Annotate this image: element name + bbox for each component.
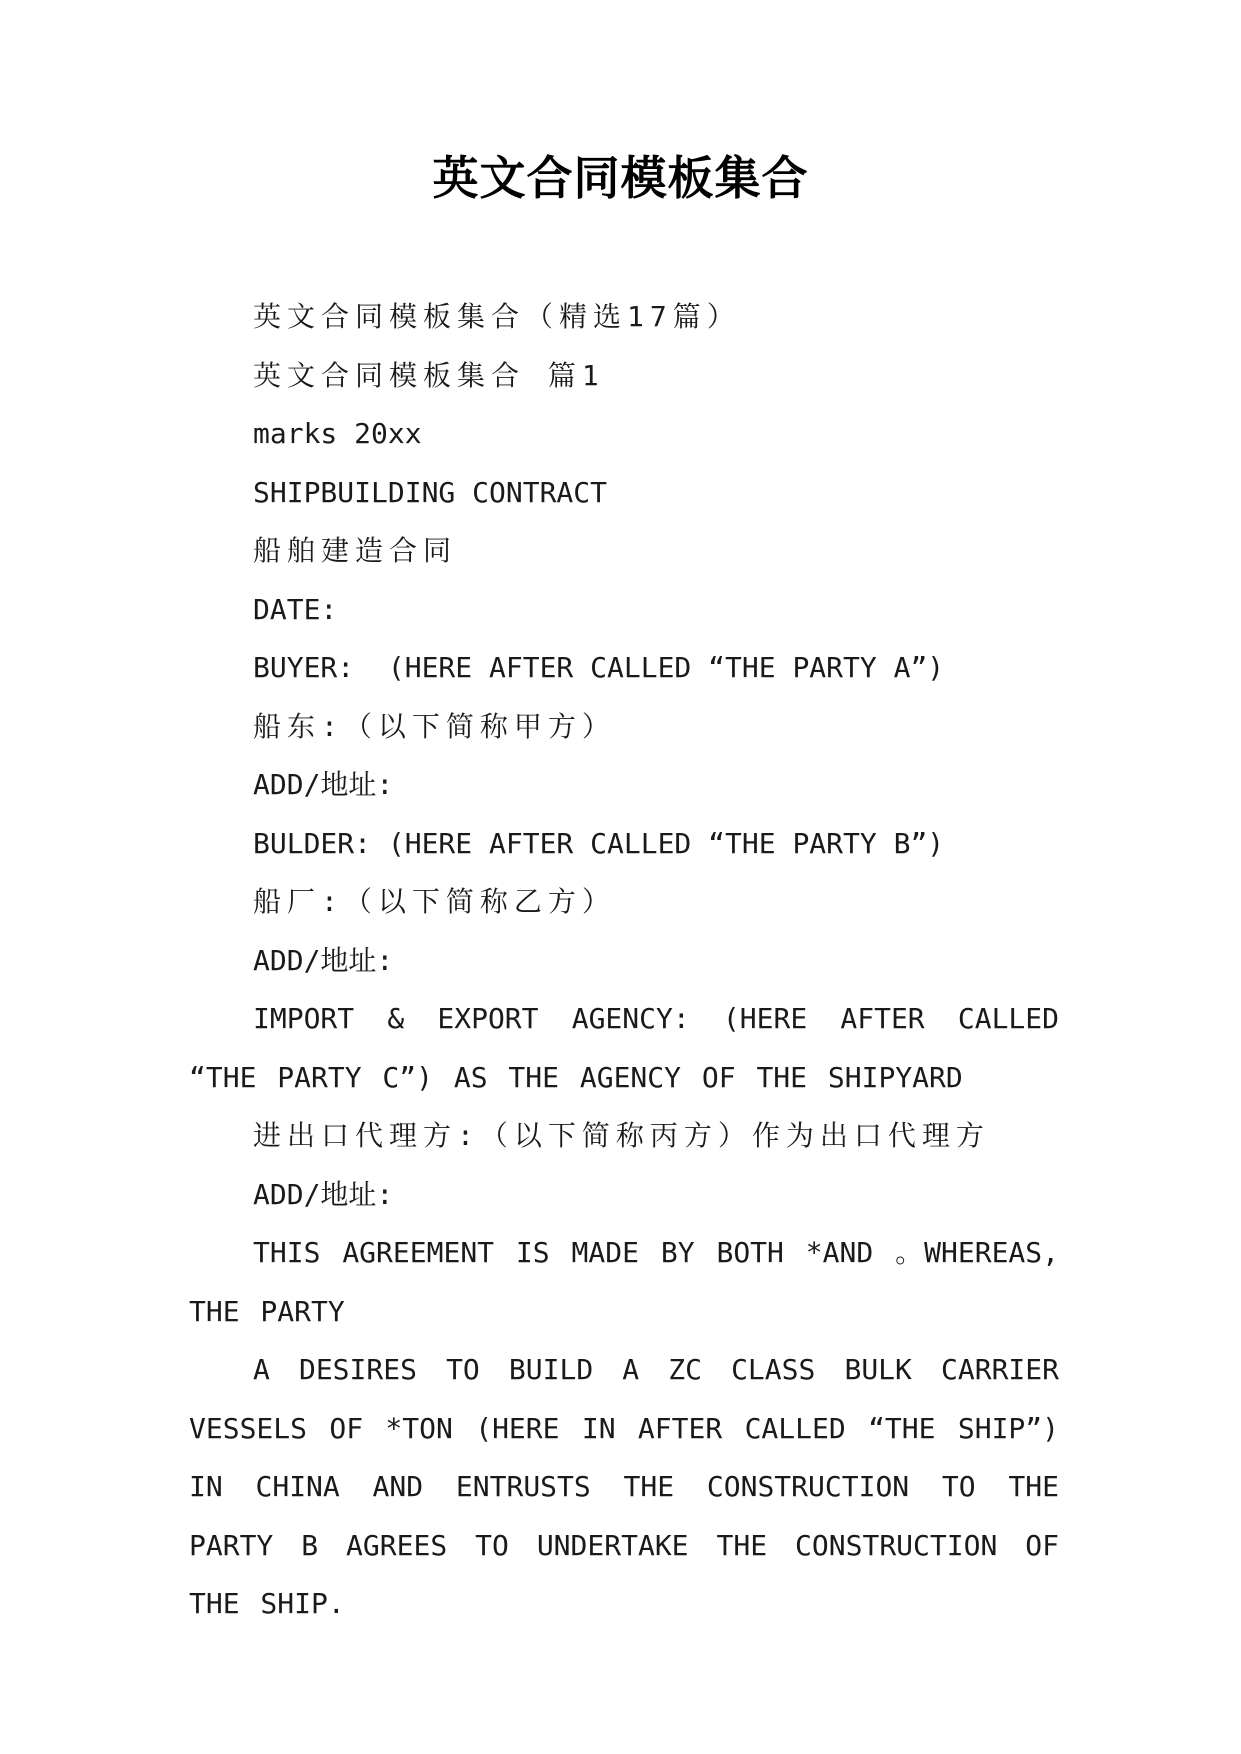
buyer-address-line: ADD/地址: — [253, 768, 394, 801]
agency-line-cn: 进出口代理方:（以下简称丙方）作为出口代理方 — [253, 1119, 990, 1152]
contract-title-en: SHIPBUILDING CONTRACT — [253, 475, 608, 509]
document-body — [189, 288, 1080, 1634]
document-title: 英文合同模板集合 — [432, 151, 809, 205]
purpose-paragraph: A DESIRES TO BUILD A ZC CLASS BULK CARRIER VESSELS OF *TON (HERE IN AFTER CALLED “THE SHIP”) IN CHINA AND ENTRUSTS THE CONSTRUCTION TO THE PARTY B AGREES TO UNDERTAKE THE CONSTRUCTION OF THE SHIP. — [189, 1353, 1080, 1620]
buyer-line-cn: 船东:（以下简称甲方） — [253, 709, 616, 743]
agency-address-line: ADD/地址: — [253, 1177, 394, 1211]
builder-line: BULDER: (HERE AFTER CALLED “THE PARTY B”) — [253, 826, 945, 860]
agency-paragraph: IMPORT & EXPORT AGENCY: (HERE AFTER CALLED “THE PARTY C”) AS THE AGENCY OF THE SHIPYARD — [189, 1002, 1080, 1094]
builder-address-line: ADD/地址: — [253, 943, 394, 977]
date-line: DATE: — [253, 592, 338, 626]
section-heading: 英文合同模板集合 篇1 — [253, 358, 605, 392]
agreement-paragraph: THIS AGREEMENT IS MADE BY BOTH *AND 。WHEREAS, THE PARTY — [189, 1236, 1080, 1328]
contract-title-cn: 船舶建造合同 — [253, 534, 458, 567]
builder-line-cn: 船厂:（以下简称乙方） — [253, 885, 616, 918]
subtitle-line: 英文合同模板集合（精选17篇） — [253, 300, 741, 333]
buyer-line: BUYER: (HERE AFTER CALLED “THE PARTY A”) — [253, 651, 945, 684]
marks-line: marks 20xx — [253, 417, 422, 450]
